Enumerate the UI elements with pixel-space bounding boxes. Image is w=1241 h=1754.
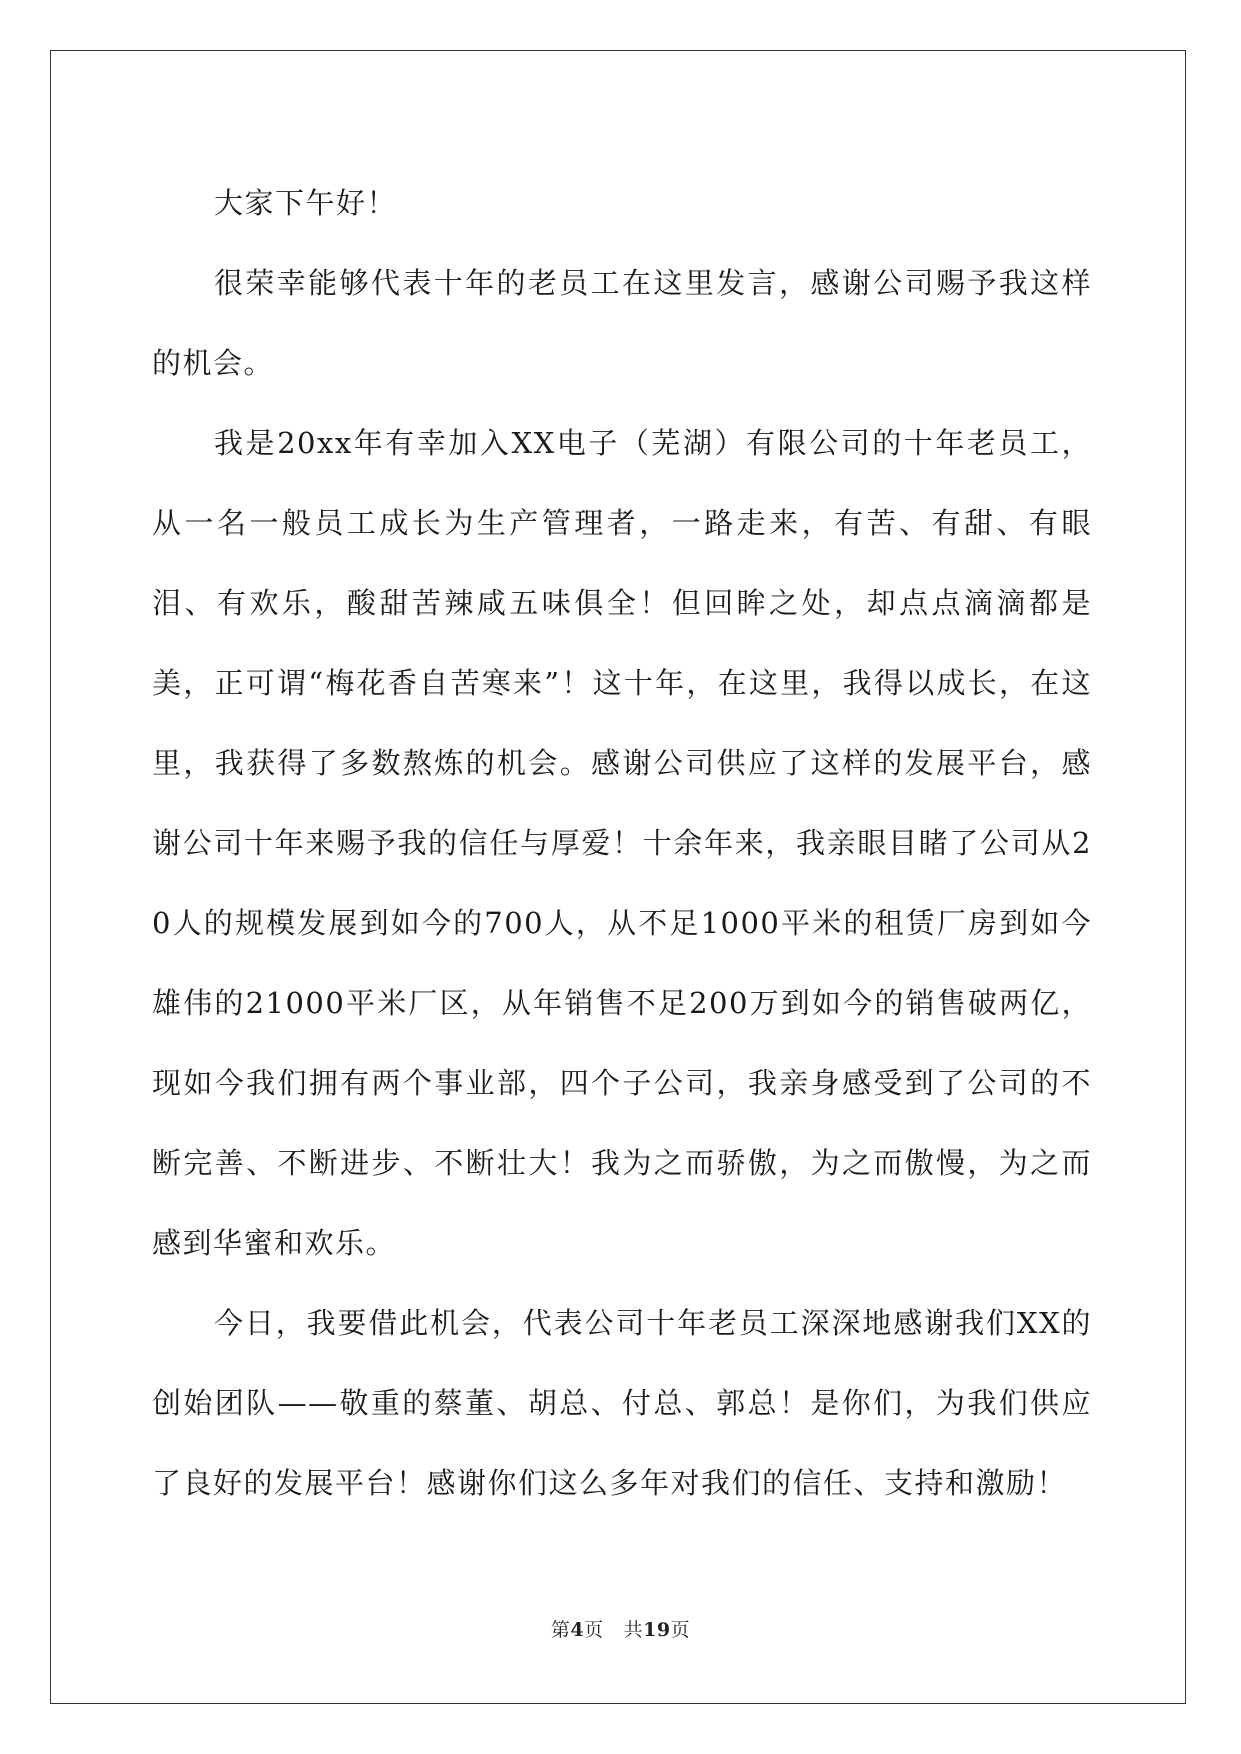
page-number: 4 xyxy=(570,1619,585,1641)
intro-paragraph: 很荣幸能够代表十年的老员工在这里发言，感谢公司赐予我这样的机会。 xyxy=(152,266,1092,380)
thanks-paragraph: 今日，我要借此机会，代表公司十年老员工深深地感谢我们XX的创始团队——敬重的蔡董、胡总、付总、郭总！是你们，为我们供应了良好的发展平台！感谢你们这么多年对我们的信任、支持和激励！ xyxy=(152,1306,1092,1500)
greeting-paragraph: 大家下午好！ xyxy=(214,186,398,220)
page-footer xyxy=(0,1615,1241,1642)
total-pages: 19 xyxy=(643,1619,671,1641)
total-prefix: 共 xyxy=(623,1619,644,1641)
page-prefix: 第 xyxy=(550,1619,571,1641)
total-suffix: 页 xyxy=(670,1619,691,1641)
page-suffix: 页 xyxy=(584,1619,604,1641)
experience-paragraph: 我是20xx年有幸加入XX电子（芜湖）有限公司的十年老员工，从一名一般员工成长为生产管理者，一路走来，有苦、有甜、有眼泪、有欢乐，酸甜苦辣咸五味俱全！但回眸之处，却点点滴滴都是美，正可谓“梅花香自苦寒来”！这十年，在这里，我得以成长，在这里，我获得了多数熬炼的机会。感谢公司供应了这样的发展平台，感谢公司十年来赐予我的信任与厚爱！十余年来，我亲眼目睹了公司从20人的规模发展到如今的700人，从不足1000平米的租赁厂房到如今雄伟的21000平米厂区，从年销售不足200万到如今的销售破两亿，现如今我们拥有两个事业部，四个子公司，我亲身感受到了公司的不断完善、不断进步、不断壮大！我为之而骄傲，为之而傲慢，为之而感到华蜜和欢乐。 xyxy=(152,426,1092,1260)
document-body xyxy=(152,163,1092,1523)
